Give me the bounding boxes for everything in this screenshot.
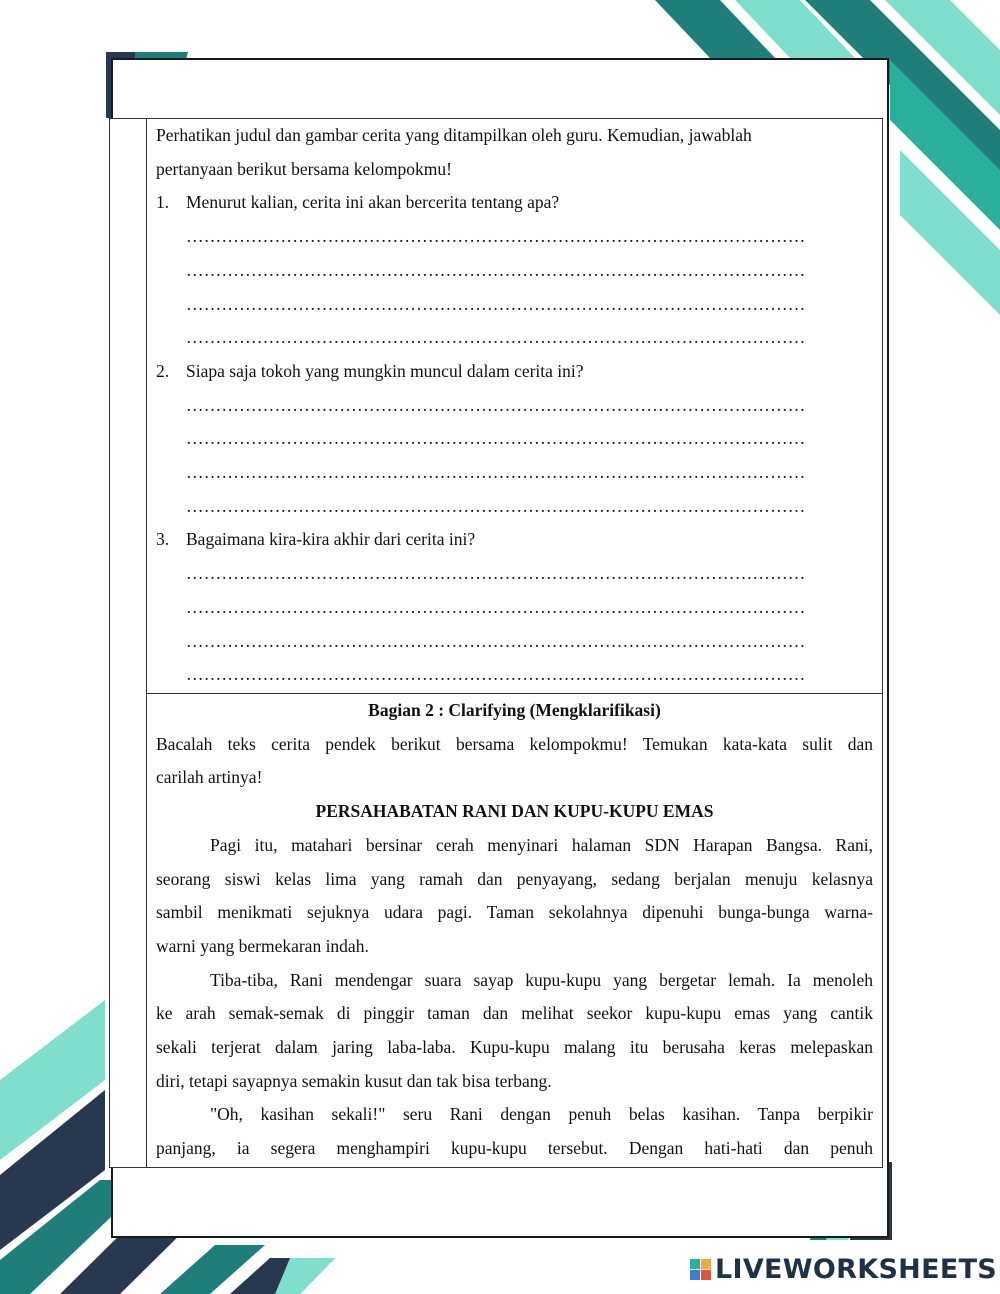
table-right-column	[147, 119, 882, 1167]
instruction-line: pertanyaan berikut bersama kelompokmu!	[156, 158, 452, 179]
section-2-cell	[147, 694, 882, 1167]
question-number: 2.	[156, 360, 170, 381]
instruction-line: carilah artinya!	[156, 767, 263, 788]
answer-line[interactable]: ……………………………………………………………………………………………	[186, 462, 806, 483]
answer-line[interactable]: ……………………………………………………………………………………………	[186, 596, 806, 617]
story-line: panjang, ia segera menghampiri kupu-kupu tersebut. Dengan hati-hati dan penuh	[156, 1138, 873, 1159]
question-2	[156, 355, 873, 389]
story-line: "Oh, kasihan sekali!" seru Rani dengan penuh belas kasihan. Tanpa berpikir	[210, 1104, 873, 1125]
answer-line[interactable]: ……………………………………………………………………………………………	[186, 563, 806, 584]
section-heading: Bagian 2 : Clarifying (Mengklarifikasi)	[368, 700, 661, 720]
answer-line[interactable]: ……………………………………………………………………………………………	[186, 327, 806, 348]
logo-mark-icon	[690, 1259, 711, 1280]
section-1-cell	[147, 119, 882, 694]
liveworksheets-logo[interactable]	[690, 1252, 997, 1286]
story-title: PERSAHABATAN RANI DAN KUPU-KUPU EMAS	[315, 801, 714, 822]
question-1	[156, 186, 873, 220]
question-number: 3.	[156, 529, 170, 550]
answer-line[interactable]: ……………………………………………………………………………………………	[186, 495, 806, 516]
story-line: warni yang bermekaran indah.	[156, 935, 369, 956]
question-3	[156, 523, 873, 557]
question-text: Siapa saja tokoh yang mungkin muncul dalam cerita ini?	[186, 360, 584, 381]
story-line: seorang siswi kelas lima yang ramah dan penyayang, sedang berjalan menuju kelasnya	[156, 868, 873, 889]
story-line: ke arah semak-semak di pinggir taman dan melihat seekor kupu-kupu emas yang cantik	[156, 1003, 873, 1024]
answer-line[interactable]: ……………………………………………………………………………………………	[186, 293, 806, 314]
story-line: sekali terjerat dalam jaring laba-laba. Kupu-kupu malang itu berusaha keras melepaskan	[156, 1037, 873, 1058]
answer-line[interactable]: ……………………………………………………………………………………………	[186, 428, 806, 449]
story-line: sambil menikmati sejuknya udara pagi. Taman sekolahnya dipenuhi bunga-bunga warna-	[156, 902, 873, 923]
question-number: 1.	[156, 192, 170, 213]
answer-line[interactable]: ……………………………………………………………………………………………	[186, 394, 806, 415]
logo-text: LIVEWORKSHEETS	[715, 1253, 998, 1285]
story-line: diri, tetapi sayapnya semakin kusut dan tak bisa terbang.	[156, 1070, 552, 1091]
instruction-line: Bacalah teks cerita pendek berikut bersama kelompokmu! Temukan kata-kata sulit dan	[156, 733, 873, 754]
answer-line[interactable]: ……………………………………………………………………………………………	[186, 630, 806, 651]
story-line: Tiba-tiba, Rani mendengar suara sayap kupu-kupu yang bergetar lemah. Ia menoleh	[210, 969, 873, 990]
worksheet-table	[109, 118, 883, 1168]
answer-line[interactable]: ……………………………………………………………………………………………	[186, 226, 806, 247]
answer-line[interactable]: ……………………………………………………………………………………………	[186, 259, 806, 280]
story-line: Pagi itu, matahari bersinar cerah menyinari halaman SDN Harapan Bangsa. Rani,	[210, 834, 873, 855]
table-left-column	[110, 119, 147, 1167]
question-text: Menurut kalian, cerita ini akan bercerita tentang apa?	[186, 192, 560, 213]
instruction-line: Perhatikan judul dan gambar cerita yang ditampilkan oleh guru. Kemudian, jawablah	[156, 125, 752, 145]
answer-line[interactable]: ……………………………………………………………………………………………	[186, 664, 806, 685]
question-text: Bagaimana kira-kira akhir dari cerita ini?	[186, 529, 476, 550]
